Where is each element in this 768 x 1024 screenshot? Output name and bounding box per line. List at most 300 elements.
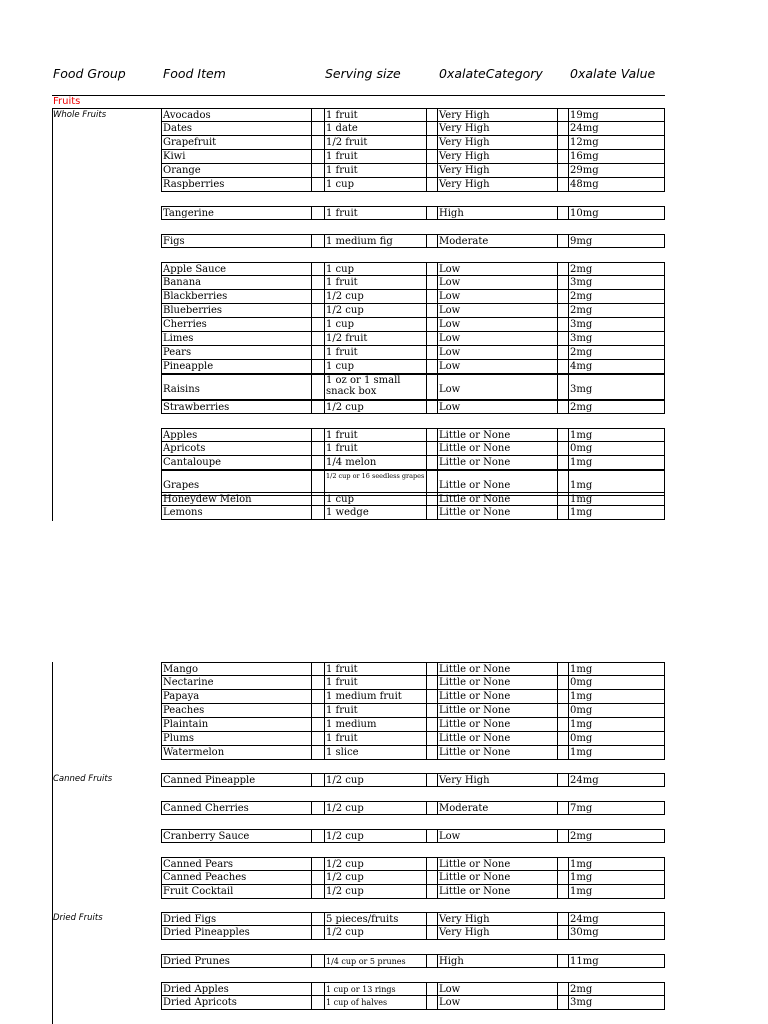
spacer-cell	[312, 122, 325, 135]
spacer-cell	[558, 774, 569, 786]
oxalate-category-cell: Very High	[438, 136, 558, 149]
spacer-cell	[427, 401, 438, 413]
oxalate-value-cell: 16mg	[570, 151, 599, 162]
table-row	[161, 871, 665, 885]
spacer-cell	[427, 913, 438, 925]
serving-size-cell: 1 cup or 13 rings	[325, 983, 427, 995]
table-row	[161, 428, 665, 442]
oxalate-category-cell: Low	[438, 263, 558, 275]
table-row	[161, 262, 665, 276]
spacer-cell	[427, 774, 438, 786]
spacer-cell	[312, 164, 325, 177]
spacer-cell	[558, 718, 569, 731]
table-row	[161, 234, 665, 248]
serving-size-cell: 1/2 cup or 16 seedless grapes	[325, 471, 427, 495]
spacer-cell	[312, 802, 325, 814]
spacer-cell	[558, 178, 569, 191]
group-dried-fruits: Dried Fruits	[53, 913, 103, 923]
oxalate-value-cell: 48mg	[570, 179, 599, 190]
serving-size-cell: 1 fruit	[325, 276, 427, 289]
serving-size-cell: 1/4 melon	[325, 456, 427, 469]
spacer-cell	[427, 164, 438, 177]
oxalate-value-cell: 7mg	[570, 803, 593, 814]
oxalate-value-cell: 29mg	[570, 165, 599, 176]
oxalate-value-cell: 1mg	[570, 457, 593, 468]
oxalate-value-cell: 30mg	[570, 927, 599, 938]
oxalate-category-cell: Low	[438, 401, 558, 413]
spacer-cell	[558, 690, 569, 703]
oxalate-value-cell: 2mg	[570, 984, 593, 995]
oxalate-category-cell: Little or None	[438, 718, 558, 731]
spacer-cell	[312, 690, 325, 703]
food-item-cell: Strawberries	[162, 401, 312, 413]
food-item-cell: Plums	[162, 732, 312, 745]
food-item-cell: Apple Sauce	[162, 263, 312, 275]
spacer-cell	[558, 732, 569, 745]
oxalate-value-cell: 2mg	[570, 305, 593, 316]
serving-size-cell: 1 wedge	[325, 506, 427, 519]
header-oxalate-value: 0xalate Value	[570, 66, 656, 81]
food-item-cell: Raspberries	[162, 178, 312, 191]
oxalate-category-cell: Low	[438, 830, 558, 842]
oxalate-category-cell: Low	[438, 318, 558, 331]
spacer-cell	[312, 401, 325, 413]
serving-size-cell: 1 fruit	[325, 150, 427, 163]
table-row	[161, 150, 665, 164]
serving-size-cell: 1/2 fruit	[325, 136, 427, 149]
table-row	[161, 108, 665, 122]
spacer-cell	[427, 718, 438, 731]
table-row	[161, 178, 665, 192]
table-row	[161, 318, 665, 332]
oxalate-category-cell: Little or None	[438, 456, 558, 469]
spacer-cell	[312, 318, 325, 331]
food-item-cell: Watermelon	[162, 746, 312, 759]
oxalate-category-cell: Little or None	[438, 732, 558, 745]
oxalate-category-cell: Low	[438, 304, 558, 317]
spacer-cell	[312, 493, 325, 505]
food-item-cell: Banana	[162, 276, 312, 289]
oxalate-category-cell: Little or None	[438, 471, 558, 495]
serving-size-cell: 1 cup	[325, 318, 427, 331]
food-item-cell: Canned Pineapple	[162, 774, 312, 786]
food-item-cell: Papaya	[162, 690, 312, 703]
table-row	[161, 492, 665, 506]
spacer-cell	[312, 926, 325, 939]
food-item-cell: Grapefruit	[162, 136, 312, 149]
food-item-cell: Peaches	[162, 704, 312, 717]
group-canned-fruits: Canned Fruits	[53, 774, 113, 784]
serving-size-cell: 1 medium fruit	[325, 690, 427, 703]
table-row	[161, 506, 665, 520]
oxalate-value-cell: 1mg	[570, 719, 593, 730]
oxalate-value-cell: 2mg	[570, 264, 593, 275]
spacer-cell	[558, 802, 569, 814]
oxalate-category-cell: Little or None	[438, 885, 558, 898]
header-serving-size: Serving size	[325, 66, 401, 81]
oxalate-category-cell: Little or None	[438, 506, 558, 519]
table-row	[161, 773, 665, 787]
group-whole-fruits: Whole Fruits	[53, 110, 107, 120]
oxalate-category-cell: Very High	[438, 150, 558, 163]
spacer-cell	[558, 332, 569, 345]
table-row	[161, 164, 665, 178]
oxalate-category-cell: Little or None	[438, 746, 558, 759]
spacer-cell	[558, 996, 569, 1009]
serving-size-cell: 1 medium fig	[325, 235, 427, 247]
spacer-cell	[312, 263, 325, 275]
spacer-cell	[558, 304, 569, 317]
spacer-cell	[427, 318, 438, 331]
food-item-cell: Figs	[162, 235, 312, 247]
food-item-cell: Lemons	[162, 506, 312, 519]
spacer-cell	[312, 207, 325, 219]
oxalate-value-cell: 1mg	[570, 430, 593, 441]
spacer-cell	[312, 913, 325, 925]
oxalate-value-cell: 1mg	[570, 691, 593, 702]
spacer-cell	[312, 830, 325, 842]
spacer-cell	[312, 290, 325, 303]
food-item-cell: Cantaloupe	[162, 456, 312, 469]
spacer-cell	[312, 718, 325, 731]
spacer-cell	[558, 429, 569, 441]
table-row	[161, 304, 665, 318]
food-item-cell: Orange	[162, 164, 312, 177]
food-item-cell: Dried Apples	[162, 983, 312, 995]
spacer-cell	[558, 360, 569, 373]
food-item-cell: Avocados	[162, 109, 312, 121]
spacer-cell	[427, 830, 438, 842]
spacer-cell	[558, 401, 569, 413]
oxalate-category-cell: High	[438, 955, 558, 967]
spacer-cell	[558, 164, 569, 177]
spacer-cell	[427, 442, 438, 455]
food-item-cell: Fruit Cocktail	[162, 885, 312, 898]
spacer-cell	[558, 506, 569, 519]
oxalate-category-cell: Very High	[438, 178, 558, 191]
oxalate-value-cell: 0mg	[570, 733, 593, 744]
serving-size-cell: 1/2 cup	[325, 871, 427, 884]
spacer-cell	[558, 858, 569, 870]
oxalate-category-cell: Very High	[438, 913, 558, 925]
spacer-cell	[427, 375, 438, 399]
spacer-cell	[312, 996, 325, 1009]
spacer-cell	[427, 304, 438, 317]
table-row	[161, 456, 665, 470]
oxalate-value-cell: 0mg	[570, 677, 593, 688]
spacer-cell	[312, 360, 325, 373]
header-food-group: Food Group	[53, 66, 126, 81]
spacer-cell	[427, 109, 438, 121]
spacer-cell	[427, 263, 438, 275]
table-row	[161, 982, 665, 996]
serving-size-cell: 1 cup	[325, 360, 427, 373]
spacer-cell	[427, 885, 438, 898]
food-item-cell: Limes	[162, 332, 312, 345]
oxalate-value-cell: 1mg	[570, 507, 593, 518]
spacer-cell	[427, 493, 438, 505]
oxalate-value-cell: 3mg	[570, 277, 593, 288]
serving-size-cell: 1 cup	[325, 178, 427, 191]
spacer-cell	[312, 506, 325, 519]
spacer-cell	[558, 955, 569, 967]
left-rule	[52, 108, 53, 521]
oxalate-value-cell: 11mg	[570, 956, 599, 967]
table-row	[161, 290, 665, 304]
spacer-cell	[558, 346, 569, 359]
oxalate-value-cell: 1mg	[570, 494, 593, 505]
spacer-cell	[312, 136, 325, 149]
oxalate-value-cell: 24mg	[570, 123, 599, 134]
table-row	[161, 829, 665, 843]
oxalate-value-cell: 1mg	[570, 872, 593, 883]
oxalate-category-cell: Low	[438, 375, 558, 399]
spacer-cell	[427, 506, 438, 519]
spacer-cell	[558, 885, 569, 898]
spacer-cell	[312, 858, 325, 870]
food-item-cell: Dried Pineapples	[162, 926, 312, 939]
serving-size-cell: 1 fruit	[325, 109, 427, 121]
spacer-cell	[558, 318, 569, 331]
spacer-cell	[427, 360, 438, 373]
spacer-cell	[558, 746, 569, 759]
table-row	[161, 857, 665, 871]
table-row	[161, 360, 665, 374]
serving-size-cell: 1 medium	[325, 718, 427, 731]
spacer-cell	[427, 996, 438, 1009]
spacer-cell	[427, 732, 438, 745]
oxalate-category-cell: Little or None	[438, 429, 558, 441]
table-row	[161, 662, 665, 676]
oxalate-value-cell: 24mg	[570, 914, 599, 925]
serving-size-cell: 1 fruit	[325, 676, 427, 689]
food-item-cell: Cherries	[162, 318, 312, 331]
serving-size-cell: 1 oz or 1 small snack box	[325, 375, 427, 399]
oxalate-category-cell: Little or None	[438, 858, 558, 870]
spacer-cell	[558, 122, 569, 135]
oxalate-value-cell: 2mg	[570, 291, 593, 302]
serving-size-cell: 1/2 cup	[325, 802, 427, 814]
serving-size-cell: 1/2 cup	[325, 858, 427, 870]
food-item-cell: Grapes	[162, 471, 312, 495]
spacer-cell	[427, 704, 438, 717]
spacer-cell	[427, 663, 438, 675]
spacer-cell	[312, 746, 325, 759]
oxalate-category-cell: Very High	[438, 109, 558, 121]
section-fruits: Fruits	[52, 95, 665, 109]
oxalate-value-cell: 9mg	[570, 236, 593, 247]
spacer-cell	[312, 109, 325, 121]
food-item-cell: Mango	[162, 663, 312, 675]
oxalate-category-cell: Low	[438, 276, 558, 289]
spacer-cell	[558, 442, 569, 455]
oxalate-value-cell: 0mg	[570, 705, 593, 716]
oxalate-category-cell: Little or None	[438, 676, 558, 689]
oxalate-value-cell: 2mg	[570, 402, 593, 413]
spacer-cell	[558, 493, 569, 505]
spacer-cell	[312, 732, 325, 745]
spacer-cell	[427, 926, 438, 939]
table-row	[161, 374, 665, 400]
oxalate-value-cell: 4mg	[570, 361, 593, 372]
spacer-cell	[427, 332, 438, 345]
food-item-cell: Dried Apricots	[162, 996, 312, 1009]
serving-size-cell: 1 fruit	[325, 704, 427, 717]
oxalate-category-cell: Very High	[438, 164, 558, 177]
spacer-cell	[427, 290, 438, 303]
oxalate-category-cell: Little or None	[438, 690, 558, 703]
oxalate-value-cell: 1mg	[570, 664, 593, 675]
table-row	[161, 122, 665, 136]
spacer-cell	[558, 871, 569, 884]
food-item-cell: Canned Peaches	[162, 871, 312, 884]
spacer-cell	[427, 235, 438, 247]
oxalate-value-cell: 3mg	[570, 319, 593, 330]
spacer-cell	[312, 983, 325, 995]
table-row	[161, 996, 665, 1010]
table-row	[161, 690, 665, 704]
spacer-cell	[312, 150, 325, 163]
header-food-item: Food Item	[163, 66, 226, 81]
table-row	[161, 885, 665, 899]
oxalate-category-cell: Moderate	[438, 802, 558, 814]
table-row	[161, 136, 665, 150]
spacer-cell	[312, 304, 325, 317]
table-row	[161, 276, 665, 290]
oxalate-value-cell: 10mg	[570, 208, 599, 219]
oxalate-category-cell: Little or None	[438, 442, 558, 455]
serving-size-cell: 1 slice	[325, 746, 427, 759]
food-item-cell: Raisins	[162, 375, 312, 399]
oxalate-category-cell: Low	[438, 290, 558, 303]
food-item-cell: Cranberry Sauce	[162, 830, 312, 842]
spacer-cell	[558, 983, 569, 995]
spacer-cell	[427, 871, 438, 884]
spacer-cell	[312, 442, 325, 455]
oxalate-value-cell: 19mg	[570, 110, 599, 121]
oxalate-value-cell: 1mg	[570, 886, 593, 897]
serving-size-cell: 1 fruit	[325, 164, 427, 177]
food-item-cell: Dried Prunes	[162, 955, 312, 967]
oxalate-value-cell: 3mg	[570, 997, 593, 1008]
oxalate-value-cell: 24mg	[570, 775, 599, 786]
spacer-cell	[312, 276, 325, 289]
food-item-cell: Pineapple	[162, 360, 312, 373]
food-item-cell: Kiwi	[162, 150, 312, 163]
food-item-cell: Dried Figs	[162, 913, 312, 925]
serving-size-cell: 1/2 fruit	[325, 332, 427, 345]
table-row	[161, 746, 665, 760]
spacer-cell	[312, 955, 325, 967]
oxalate-category-cell: Low	[438, 332, 558, 345]
spacer-cell	[312, 346, 325, 359]
oxalate-category-cell: Little or None	[438, 493, 558, 505]
spacer-cell	[558, 704, 569, 717]
spacer-cell	[558, 136, 569, 149]
oxalate-value-cell: 1mg	[570, 480, 593, 491]
spacer-cell	[312, 375, 325, 399]
spacer-cell	[427, 676, 438, 689]
spacer-cell	[427, 456, 438, 469]
serving-size-cell: 1/4 cup or 5 prunes	[325, 955, 427, 967]
serving-size-cell: 1/2 cup	[325, 885, 427, 898]
table-row	[161, 206, 665, 220]
spacer-cell	[558, 150, 569, 163]
spacer-cell	[558, 830, 569, 842]
serving-size-cell: 1/2 cup	[325, 774, 427, 786]
serving-size-cell: 1/2 cup	[325, 830, 427, 842]
oxalate-category-cell: Little or None	[438, 704, 558, 717]
oxalate-value-cell: 2mg	[570, 347, 593, 358]
spacer-cell	[312, 885, 325, 898]
serving-size-cell: 1 fruit	[325, 429, 427, 441]
table-row	[161, 346, 665, 360]
serving-size-cell: 1/2 cup	[325, 304, 427, 317]
oxalate-category-cell: Little or None	[438, 663, 558, 675]
spacer-cell	[427, 207, 438, 219]
spacer-cell	[558, 663, 569, 675]
oxalate-value-cell: 3mg	[570, 384, 593, 395]
header-oxalate-category: 0xalateCategory	[439, 66, 543, 81]
serving-size-cell: 1 date	[325, 122, 427, 135]
spacer-cell	[312, 235, 325, 247]
oxalate-category-cell: Low	[438, 983, 558, 995]
oxalate-value-cell: 2mg	[570, 831, 593, 842]
table-row	[161, 954, 665, 968]
serving-size-cell: 5 pieces/fruits	[325, 913, 427, 925]
left-rule	[52, 662, 53, 1024]
spacer-cell	[427, 346, 438, 359]
spacer-cell	[427, 150, 438, 163]
spacer-cell	[558, 263, 569, 275]
table-row	[161, 912, 665, 926]
table-row	[161, 732, 665, 746]
spacer-cell	[427, 122, 438, 135]
serving-size-cell: 1 fruit	[325, 442, 427, 455]
food-item-cell: Pears	[162, 346, 312, 359]
spacer-cell	[427, 690, 438, 703]
table-row	[161, 926, 665, 940]
oxalate-value-cell: 0mg	[570, 443, 593, 454]
food-item-cell: Blackberries	[162, 290, 312, 303]
spacer-cell	[558, 456, 569, 469]
serving-size-cell: 1 fruit	[325, 732, 427, 745]
spacer-cell	[558, 676, 569, 689]
food-item-cell: Dates	[162, 122, 312, 135]
oxalate-category-cell: Very High	[438, 926, 558, 939]
oxalate-category-cell: Very High	[438, 122, 558, 135]
spacer-cell	[312, 332, 325, 345]
food-item-cell: Canned Pears	[162, 858, 312, 870]
spacer-cell	[312, 663, 325, 675]
spacer-cell	[558, 276, 569, 289]
food-item-cell: Nectarine	[162, 676, 312, 689]
serving-size-cell: 1 cup of halves	[325, 996, 427, 1009]
food-item-cell: Honeydew Melon	[162, 493, 312, 505]
serving-size-cell: 1/2 cup	[325, 926, 427, 939]
table-row	[161, 676, 665, 690]
serving-size-cell: 1 cup	[325, 263, 427, 275]
spacer-cell	[558, 207, 569, 219]
spacer-cell	[427, 858, 438, 870]
spacer-cell	[558, 913, 569, 925]
spacer-cell	[312, 429, 325, 441]
table-row	[161, 801, 665, 815]
oxalate-category-cell: Little or None	[438, 871, 558, 884]
spacer-cell	[312, 774, 325, 786]
table-row	[161, 332, 665, 346]
food-item-cell: Canned Cherries	[162, 802, 312, 814]
